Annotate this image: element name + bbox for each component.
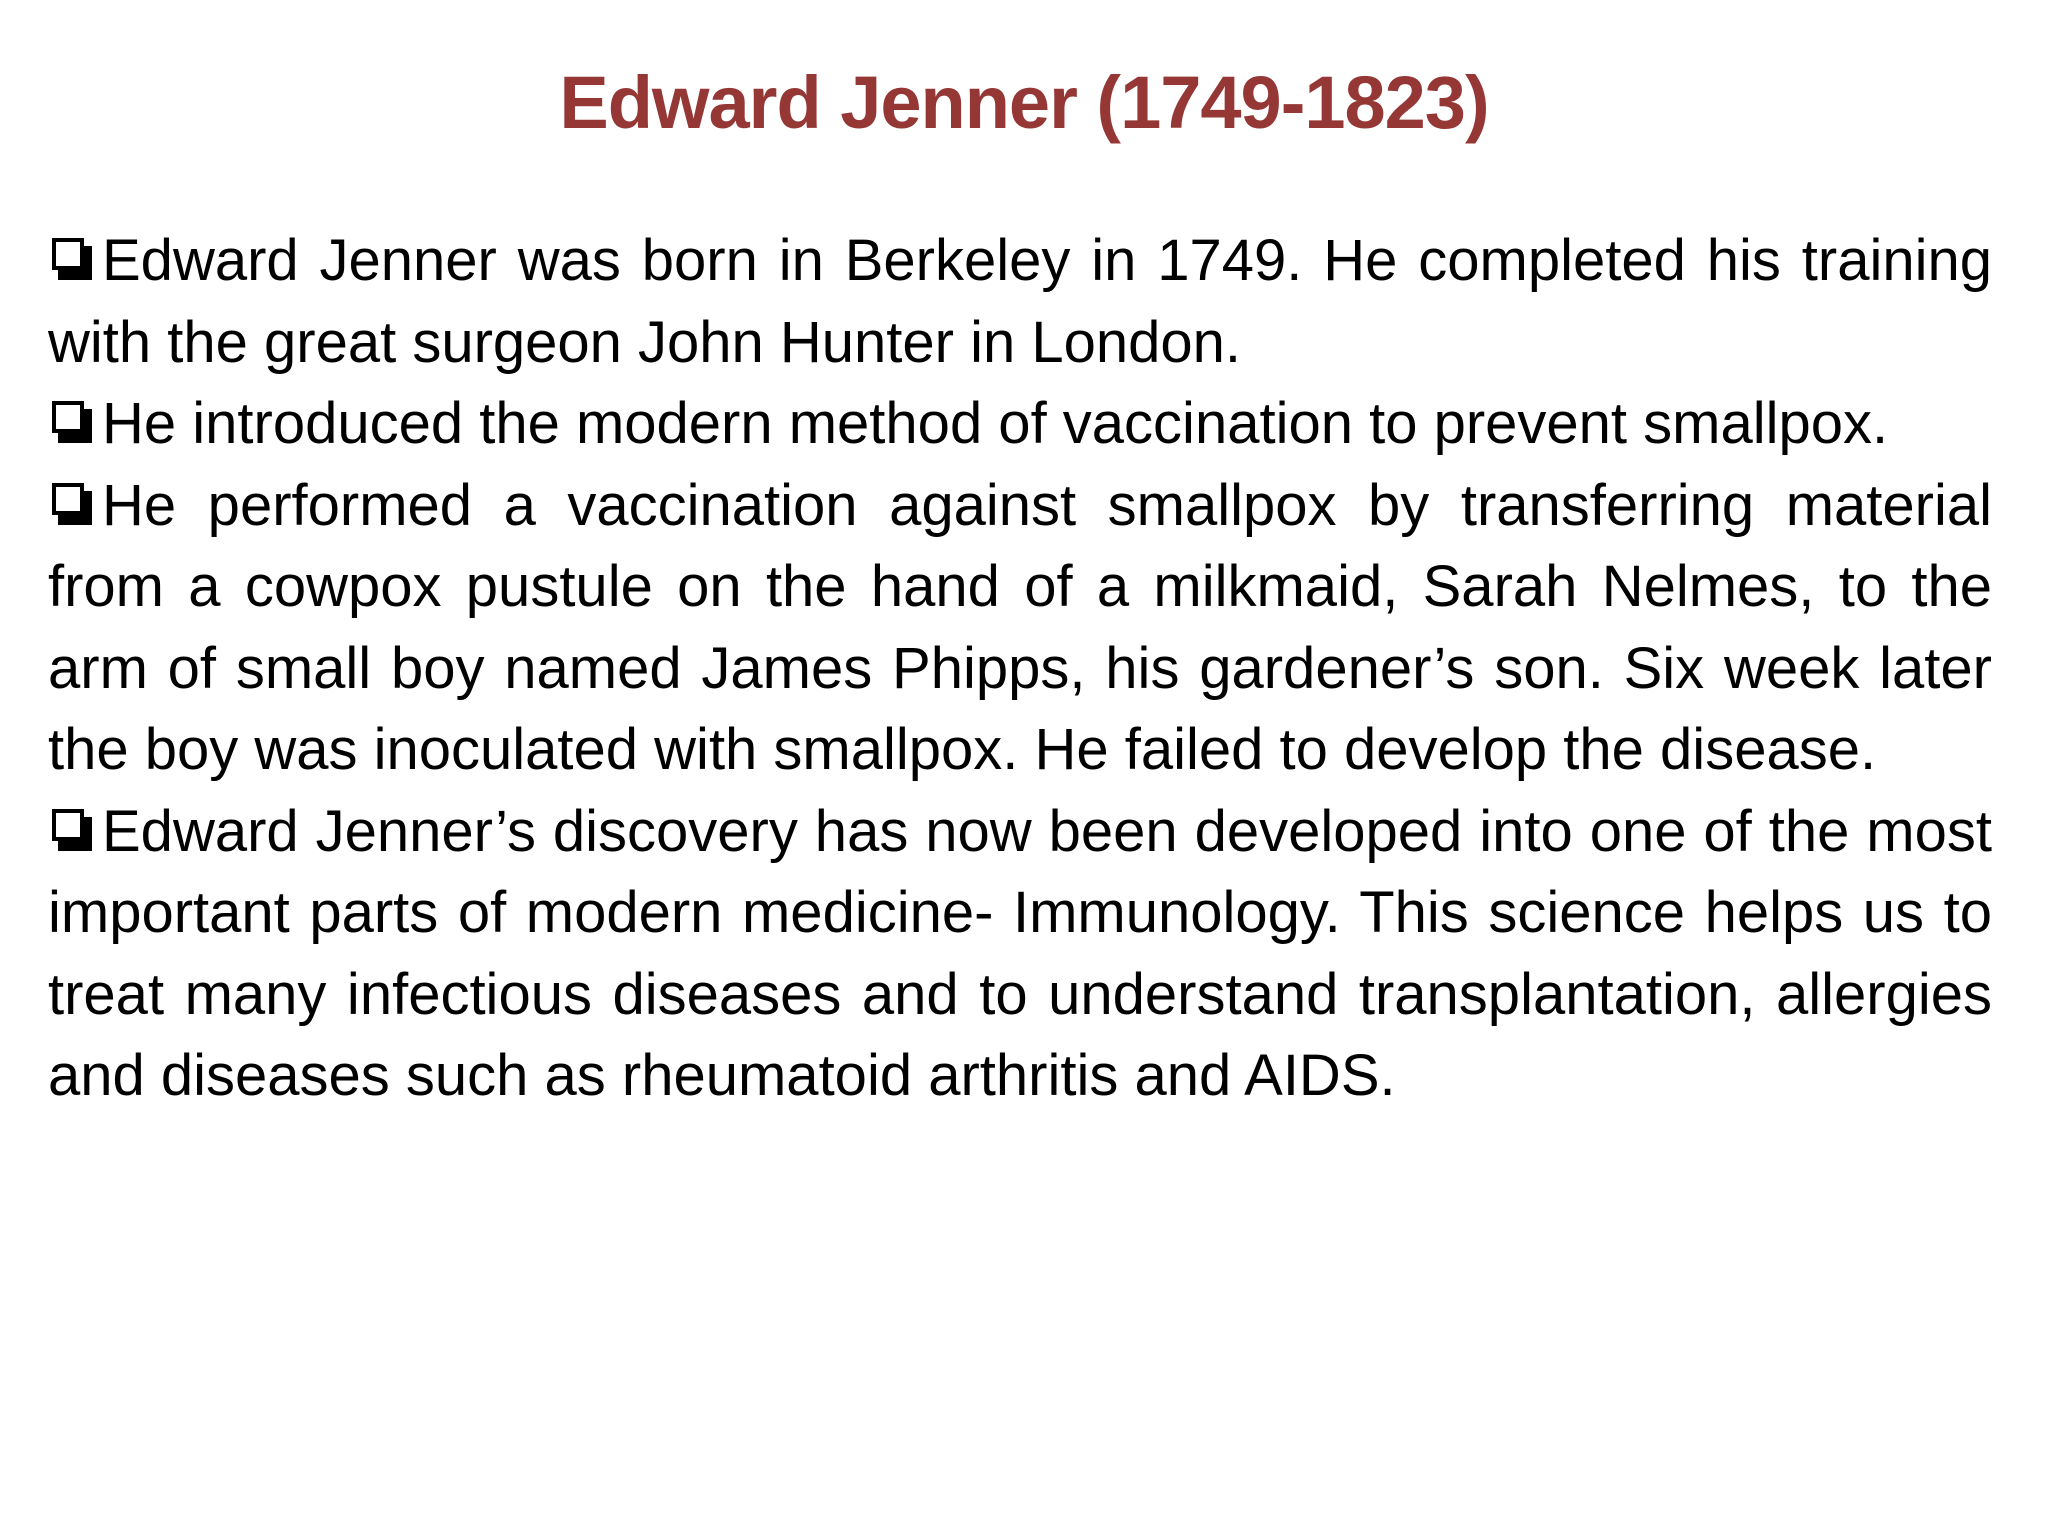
bullet-item (48, 220, 1992, 383)
bullet-text: He introduced the modern method of vaccination to prevent smallpox. (102, 391, 1889, 456)
checkbox-bullet-icon (48, 238, 94, 284)
checkbox-bullet-icon (48, 809, 94, 855)
slide-body (48, 220, 1992, 1117)
bullet-item (48, 383, 1992, 465)
bullet-text: Edward Jenner’s discovery has now been developed into one of the most important parts of modern medicine- Immunology. This science helps us to treat many infectious diseases and to understand transplantation, allergies and diseases such as rheumatoid arthritis and AIDS. (48, 798, 1992, 1108)
checkbox-bullet-icon (48, 483, 94, 529)
bullet-item (48, 465, 1992, 791)
slide-title: Edward Jenner (1749-1823) (559, 61, 1489, 144)
bullet-item (48, 791, 1992, 1117)
bullet-text: Edward Jenner was born in Berkeley in 1749. He completed his training with the great surgeon John Hunter in London. (48, 228, 1992, 375)
checkbox-bullet-icon (48, 401, 94, 447)
bullet-text: He performed a vaccination against smallpox by transferring material from a cowpox pustule on the hand of a milkmaid, Sarah Nelmes, to the arm of small boy named James Phipps, his gardener’s son. Six week later the boy was inoculated with smallpox. He failed to develop the disease. (48, 472, 1992, 782)
